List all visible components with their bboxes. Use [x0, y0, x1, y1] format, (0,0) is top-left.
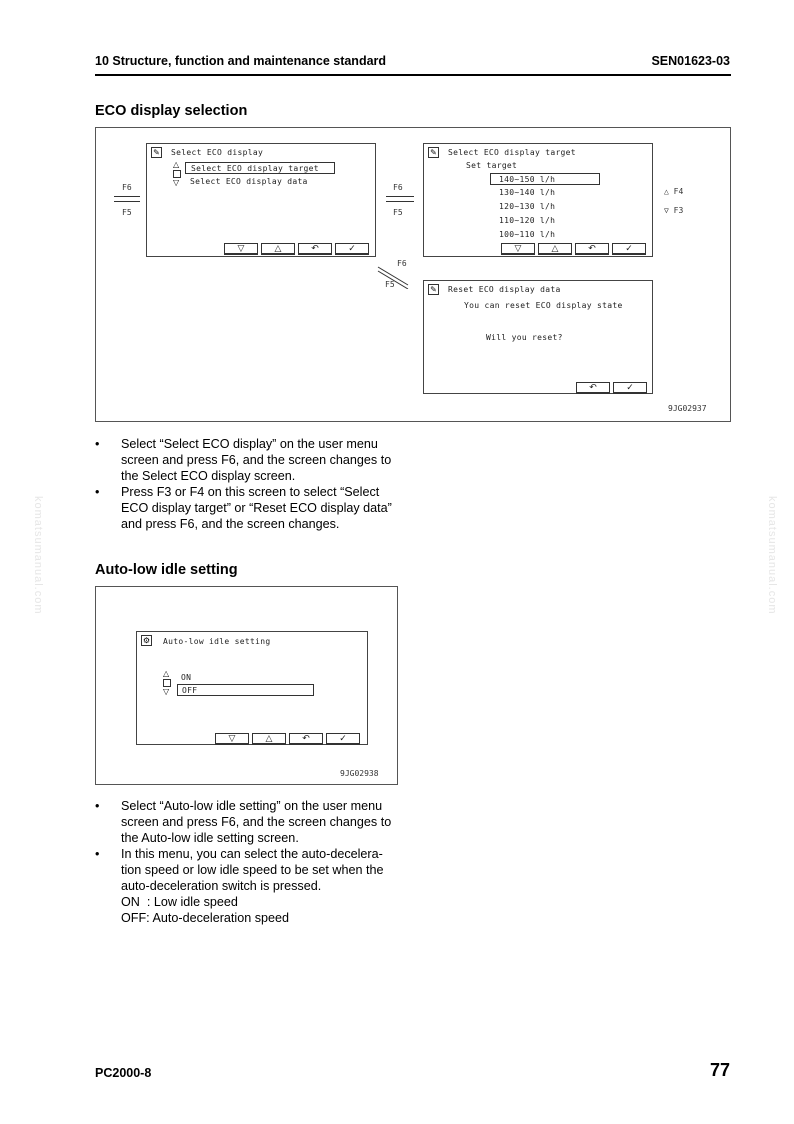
up-button[interactable]: △	[252, 733, 286, 745]
down-arrow-icon: ▽	[664, 206, 669, 215]
down-arrow-icon: ▽	[163, 687, 170, 696]
definition-on: ON : Low idle speed	[121, 895, 238, 909]
page-number: 77	[709, 1060, 730, 1080]
ok-button[interactable]: ✓	[326, 733, 360, 745]
f6-label: F6	[397, 259, 407, 268]
scroll-indicator	[163, 679, 171, 687]
option-off: OFF	[182, 686, 198, 695]
up-arrow-icon: △	[163, 669, 170, 678]
screen-title: Select ECO display	[171, 148, 264, 157]
back-button[interactable]: ↶	[298, 243, 332, 255]
autolow-figure	[95, 586, 398, 785]
f4-label: F4	[673, 187, 684, 196]
eco-instructions	[95, 436, 400, 532]
section-title: 10 Structure, function and maintenance standard	[95, 54, 387, 68]
eco-heading: ECO display selection	[95, 103, 248, 119]
screen-title: Reset ECO display data	[448, 285, 561, 294]
selected-item-box[interactable]	[490, 173, 600, 185]
target-option[interactable]: 120~130 l/h	[499, 202, 556, 211]
selected-item-box[interactable]	[185, 162, 335, 174]
f5-label: F5	[385, 280, 395, 289]
target-option[interactable]: 130~140 l/h	[499, 188, 556, 197]
engine-icon: ⚙	[142, 636, 151, 645]
back-button[interactable]: ↶	[576, 382, 610, 394]
list-item	[95, 846, 400, 926]
ok-button[interactable]: ✓	[335, 243, 369, 255]
list-item: • Select “Auto-low idle setting” on the user menu screen and press F6, and the screen changes to the Auto-low idle setting screen.	[95, 798, 400, 846]
screen-title: Select ECO display target	[448, 148, 576, 157]
menu-item: Select ECO display target	[191, 164, 319, 173]
list-item-text: In this menu, you can select the auto-decelera-tion speed or low idle speed to be set when the auto-deceleration switch is pressed.	[121, 847, 384, 893]
document-code: SEN01623-03	[651, 54, 730, 68]
f5-label: F5	[393, 208, 403, 217]
selected-item-box[interactable]	[177, 684, 314, 696]
ok-button[interactable]: ✓	[612, 243, 646, 255]
down-button[interactable]: ▽	[215, 733, 249, 745]
up-button[interactable]: △	[261, 243, 295, 255]
autolow-heading: Auto-low idle setting	[95, 562, 238, 578]
watermark-right: komatsumanual.com	[766, 496, 778, 615]
screen-title: Auto-low idle setting	[163, 637, 271, 646]
f3-label: F3	[673, 206, 684, 215]
f4-indicator	[664, 187, 683, 196]
list-item: • Select “Select ECO display” on the user menu screen and press F6, and the screen changes to the Select ECO display screen.	[95, 436, 400, 484]
eco-leaf-icon: ✎	[428, 147, 439, 158]
option-on[interactable]: ON	[181, 673, 192, 682]
eco-screen-target	[423, 143, 653, 257]
softkey-row	[215, 733, 360, 745]
definition-off: OFF: Auto-deceleration speed	[121, 911, 290, 925]
target-option[interactable]: 110~120 l/h	[499, 216, 556, 225]
softkey-row	[576, 382, 647, 394]
up-arrow-icon: △	[173, 160, 180, 169]
down-button[interactable]: ▽	[501, 243, 535, 255]
reset-message: You can reset ECO display state	[464, 301, 623, 310]
up-arrow-icon: △	[664, 187, 669, 196]
arrow-left-line	[386, 201, 414, 202]
autolow-screen	[136, 631, 368, 745]
scroll-indicator	[173, 170, 181, 178]
figure-id: 9JG02937	[668, 404, 707, 413]
target-option: 140~150 l/h	[499, 175, 556, 184]
back-button[interactable]: ↶	[289, 733, 323, 745]
f6-label: F6	[122, 183, 132, 192]
header-rule	[95, 74, 731, 76]
arrow-left-line	[114, 201, 140, 202]
eco-figure	[95, 127, 731, 422]
autolow-instructions	[95, 798, 400, 926]
softkey-row	[224, 243, 369, 255]
list-item: • Press F3 or F4 on this screen to select “Select ECO display target” or “Reset ECO display data” and press F6, and the screen changes.	[95, 484, 400, 532]
softkey-row	[501, 243, 646, 255]
eco-screen-select	[146, 143, 376, 257]
target-option[interactable]: 100~110 l/h	[499, 230, 556, 239]
f3-indicator	[664, 206, 683, 215]
f5-label: F5	[122, 208, 132, 217]
ok-button[interactable]: ✓	[613, 382, 647, 394]
eco-leaf-icon: ✎	[151, 147, 162, 158]
watermark-left: komatsumanual.com	[32, 496, 44, 615]
model-name: PC2000-8	[95, 1066, 152, 1080]
f6-label: F6	[393, 183, 403, 192]
eco-screen-reset	[423, 280, 653, 394]
arrow-right-line	[386, 196, 414, 197]
back-button[interactable]: ↶	[575, 243, 609, 255]
eco-leaf-icon: ✎	[428, 284, 439, 295]
down-arrow-icon: ▽	[173, 178, 180, 187]
reset-question: Will you reset?	[486, 333, 563, 342]
menu-item[interactable]: Select ECO display data	[190, 177, 308, 186]
down-button[interactable]: ▽	[224, 243, 258, 255]
up-button[interactable]: △	[538, 243, 572, 255]
figure-id: 9JG02938	[340, 769, 379, 778]
arrow-right-line	[114, 196, 140, 197]
screen-subtitle: Set target	[466, 161, 518, 170]
